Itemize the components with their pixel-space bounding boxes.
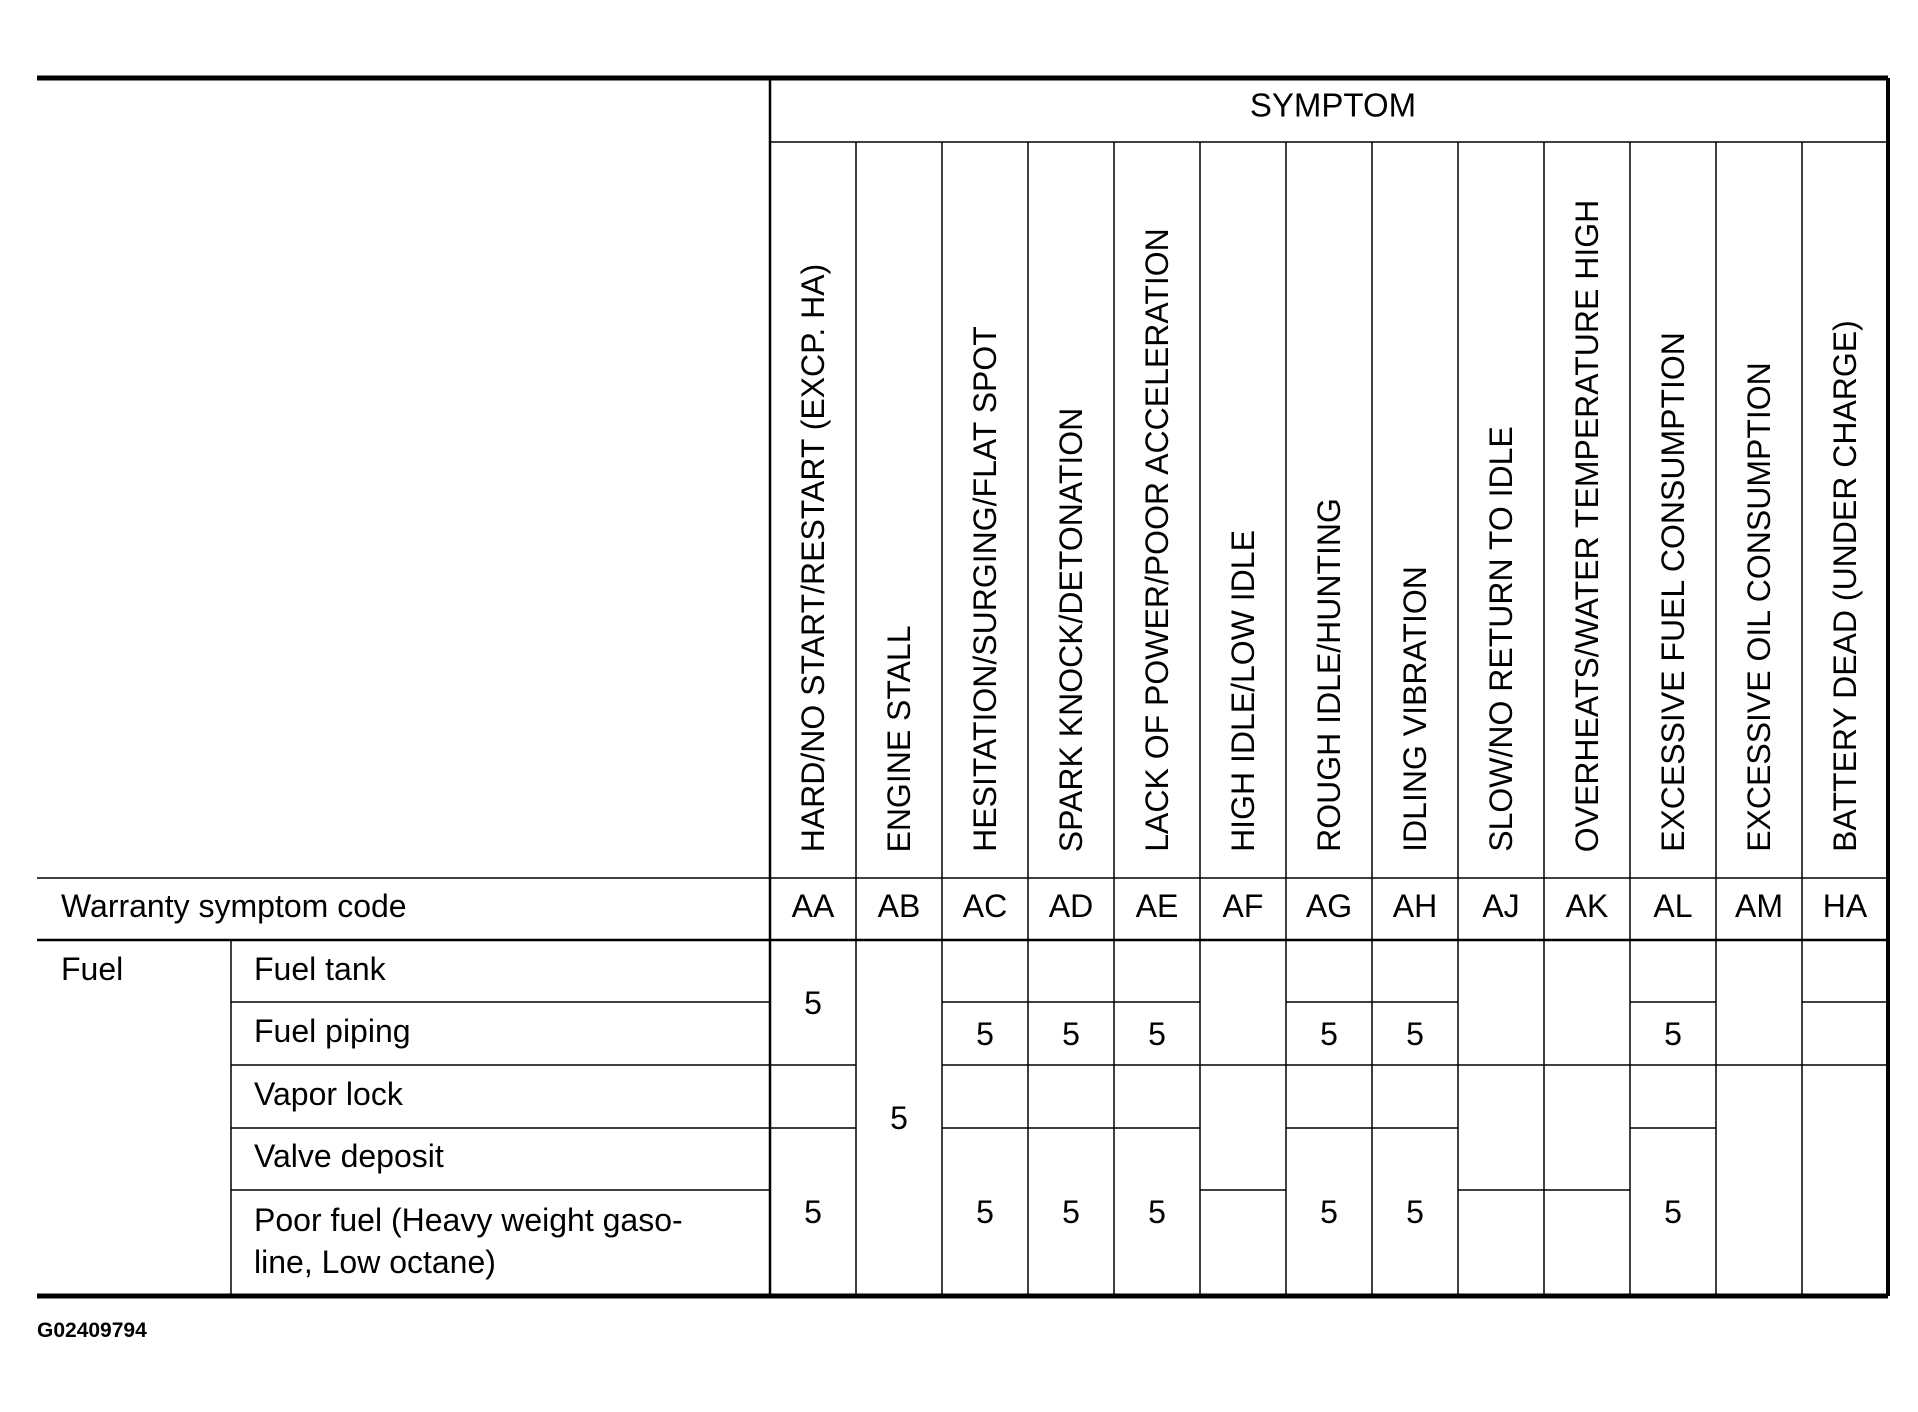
symptom-code-aj: AJ: [1482, 888, 1520, 924]
symptom-code-al: AL: [1653, 888, 1693, 924]
symptom-code-ad: AD: [1048, 888, 1094, 924]
mark-value: 5: [1148, 1193, 1166, 1230]
symptom-code-am: AM: [1735, 888, 1783, 924]
symptom-code-ag: AG: [1305, 888, 1353, 924]
mark-value: 5: [1406, 1193, 1424, 1230]
symptom-code-ab: AB: [877, 888, 921, 924]
figure-id: G02409794: [37, 1319, 147, 1342]
group-label-fuel: Fuel: [61, 951, 124, 987]
item-vapor-lock: Vapor lock: [254, 1076, 403, 1112]
symptom-header: SYMPTOM: [1249, 86, 1417, 124]
symptom-code-aa: AA: [791, 888, 835, 924]
mark-value: 5: [1406, 1015, 1424, 1052]
symptom-header-1: HARD/NO START/RESTART (EXCP. HA): [795, 263, 831, 852]
symptom-header-8: IDLING VIBRATION: [1397, 566, 1433, 852]
symptom-code-af: AF: [1222, 888, 1264, 924]
mark-value: 5: [1664, 1193, 1682, 1230]
symptom-code-ak: AK: [1565, 888, 1609, 924]
symptom-code-ae: AE: [1135, 888, 1179, 924]
item-fuel-tank: Fuel tank: [254, 951, 386, 987]
mark-value: 5: [804, 1193, 822, 1230]
symptom-code-ah: AH: [1392, 888, 1438, 924]
mark-value: 5: [1062, 1193, 1080, 1230]
warranty-symptom-code-label: Warranty symptom code: [61, 888, 407, 924]
item-fuel-piping: Fuel piping: [254, 1013, 411, 1049]
symptom-header-6: HIGH IDLE/LOW IDLE: [1225, 530, 1261, 852]
mark-value: 5: [976, 1193, 994, 1230]
symptom-header-2: ENGINE STALL: [881, 624, 917, 853]
mark-value: 5: [804, 984, 822, 1021]
mark-value: 5: [976, 1015, 994, 1052]
symptom-header-5: LACK OF POWER/POOR ACCELERATION: [1139, 228, 1175, 852]
mark-value: 5: [1062, 1015, 1080, 1052]
mark-value: 5: [1320, 1015, 1338, 1052]
symptom-header-13: BATTERY DEAD (UNDER CHARGE): [1827, 320, 1863, 852]
symptom-header-10: OVERHEATS/WATER TEMPERATURE HIGH: [1569, 199, 1605, 852]
symptom-code-ha: HA: [1822, 888, 1868, 924]
item-valve-deposit: Valve deposit: [254, 1138, 444, 1174]
symptom-header-12: EXCESSIVE OIL CONSUMPTION: [1741, 362, 1777, 852]
symptom-header-3: HESITATION/SURGING/FLAT SPOT: [967, 326, 1003, 852]
symptom-header-11: EXCESSIVE FUEL CONSUMPTION: [1655, 332, 1691, 852]
symptom-header-7: ROUGH IDLE/HUNTING: [1311, 498, 1347, 852]
symptom-header-4: SPARK KNOCK/DETONATION: [1053, 407, 1089, 852]
item-poor-fuel-line1: Poor fuel (Heavy weight gaso-: [254, 1202, 683, 1238]
mark-value: 5: [1320, 1193, 1338, 1230]
symptom-header-9: SLOW/NO RETURN TO IDLE: [1483, 426, 1519, 852]
mark-value: 5: [1148, 1015, 1166, 1052]
symptom-code-ac: AC: [962, 888, 1008, 924]
item-poor-fuel-line2: line, Low octane): [254, 1244, 496, 1280]
mark-value: 5: [1664, 1015, 1682, 1052]
mark-value: 5: [890, 1099, 908, 1136]
